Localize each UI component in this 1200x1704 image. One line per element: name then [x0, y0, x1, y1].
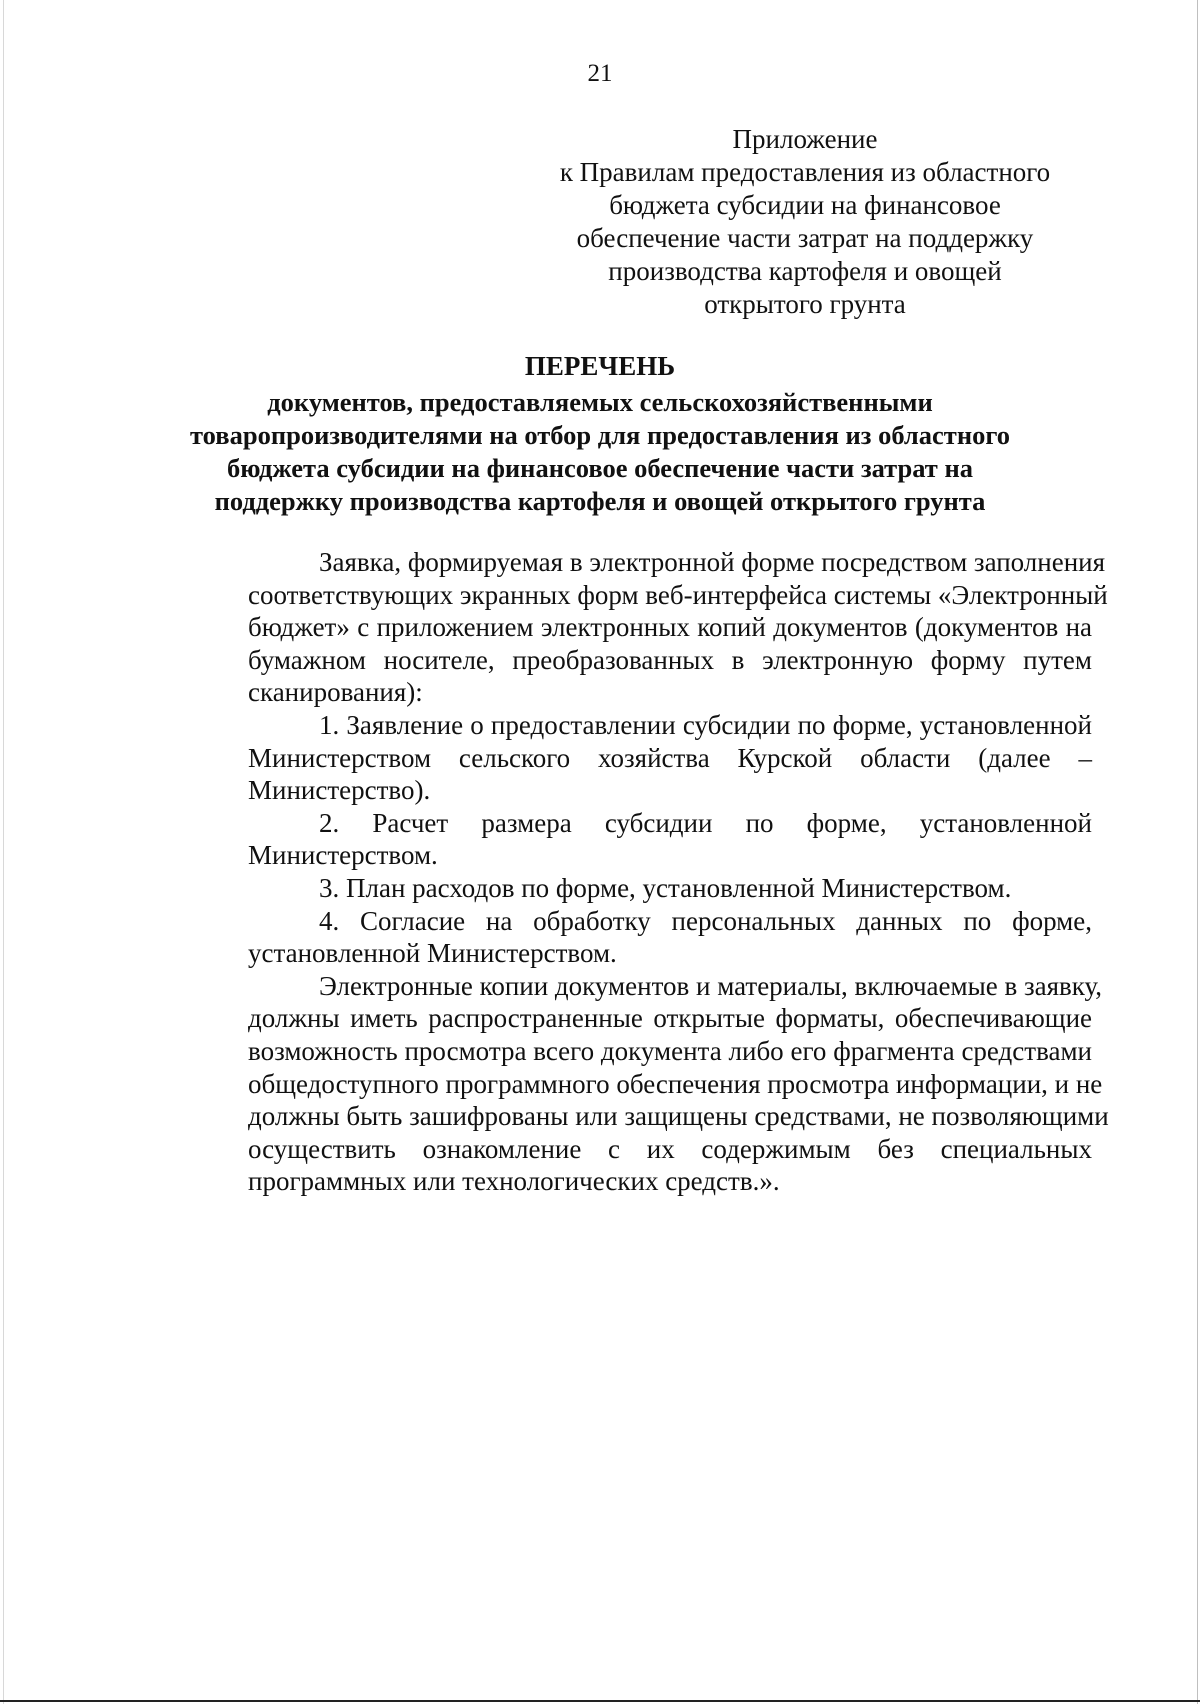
text-line: сканирования): [248, 677, 423, 708]
text-line: программных или технологических средств.». [248, 1166, 780, 1197]
list-item-4 [177, 905, 1092, 970]
text-line: 3. План расходов по форме, установленной Министерством. [319, 872, 1012, 903]
annex-line: Приложение [732, 124, 878, 154]
annex-line: производства картофеля и овощей [608, 256, 1002, 286]
text-line: должны быть зашифрованы или защищены средствами, не позволяющими [248, 1101, 1109, 1132]
annex-line: обеспечение части затрат на поддержку [576, 223, 1034, 253]
text-line: возможность просмотра всего документа либо его фрагмента средствами [248, 1035, 1092, 1066]
text-line: 4. Согласие на обработку персональных данных по форме, [319, 905, 1092, 936]
paragraph-electronic-copies [177, 970, 1109, 1198]
text-line: 1. Заявление о предоставлении субсидии по форме, установленной [319, 709, 1092, 740]
text-line: соответствующих экранных форм веб-интерфейса системы «Электронный [248, 579, 1108, 610]
text-line: должны иметь распространенные открытые форматы, обеспечивающие [248, 1003, 1092, 1034]
text-line: 2. Расчет размера субсидии по форме, установленной [319, 807, 1092, 838]
subtitle-line: товаропроизводителями на отбор для предоставления из областного [190, 420, 1010, 450]
document-title: ПЕРЕЧЕНЬ [524, 351, 676, 381]
paragraph-application [177, 546, 1108, 709]
subtitle-line: поддержку производства картофеля и овощей открытого грунта [214, 486, 986, 516]
subtitle-line: документов, предоставляемых сельскохозяйственными [267, 387, 933, 417]
text-line: общедоступного программного обеспечения просмотра информации, и не [248, 1068, 1103, 1099]
text-line: установленной Министерством. [248, 938, 617, 969]
text-line: Министерство). [248, 775, 431, 806]
text-line: Министерством. [248, 840, 438, 871]
document-body [177, 546, 1109, 1198]
annex-line: бюджета субсидии на финансовое [609, 190, 1001, 220]
text-line: Заявка, формируемая в электронной форме посредством заполнения [319, 547, 1106, 577]
page-number: 21 [587, 60, 613, 87]
scan-edge-right [1197, 0, 1198, 1704]
list-item-3 [177, 872, 1092, 905]
text-line: бюджет» с приложением электронных копий документов (документов на [248, 612, 1092, 643]
annex-header [520, 123, 1090, 321]
annex-line: открытого грунта [704, 289, 906, 319]
document-subtitle [140, 386, 1060, 518]
text-line: Электронные копии документов и материалы, включаемые в заявку, [319, 970, 1103, 1001]
list-item-2 [177, 807, 1092, 872]
scan-edge-bottom [0, 1700, 1200, 1702]
text-line: Министерством сельского хозяйства Курской области (далее – [248, 742, 1092, 773]
list-item-1 [177, 709, 1092, 807]
text-line: осуществить ознакомление с их содержимым без специальных [248, 1133, 1092, 1164]
scan-edge-left [3, 0, 4, 1704]
subtitle-line: бюджета субсидии на финансовое обеспечение части затрат на [227, 453, 973, 483]
text-line: бумажном носителе, преобразованных в электронную форму путем [248, 644, 1092, 675]
annex-line: к Правилам предоставления из областного [559, 157, 1051, 187]
